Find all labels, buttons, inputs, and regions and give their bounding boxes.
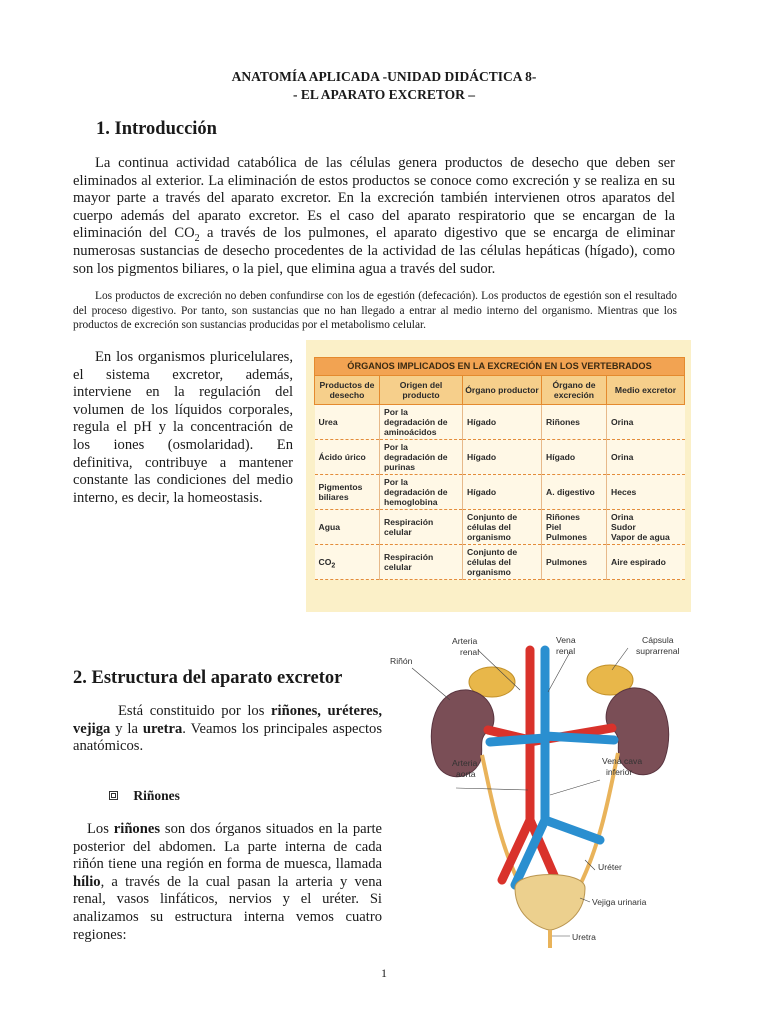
table-cell: Por la degradación de purinas xyxy=(380,440,463,475)
table-cell: Urea xyxy=(315,405,380,440)
table-cell: Respiración celular xyxy=(380,545,463,580)
table-row xyxy=(315,545,685,580)
label-uretra: Uretra xyxy=(572,932,596,942)
table-row xyxy=(315,510,685,545)
table-cell: Conjunto de células del organismo xyxy=(463,510,542,545)
table-header: Medio excretor xyxy=(607,376,685,405)
label-vejiga: Vejiga urinaria xyxy=(592,897,647,907)
table-cell: Hígado xyxy=(463,440,542,475)
label-ureter: Uréter xyxy=(598,862,622,872)
estructura-text-1: Está constituido por los xyxy=(118,703,272,719)
table-cell: Aire espirado xyxy=(607,545,685,580)
intro-paragraph-part2: a través de los pulmones, el aparato digestivo que se encarga de eliminar numerosas sustancias de desecho procedentes de la actividad de las células hepáticas (hígado), como son los pigmentos biliares, o la piel, que elimina agua a través del sudor. xyxy=(73,225,675,277)
excretion-organs-figure xyxy=(306,340,691,612)
estructura-text-3: . Veamos los principales aspectos anatómicos. xyxy=(73,720,382,755)
table-header: Órgano productor xyxy=(463,376,542,405)
label-vena-renal-2: renal xyxy=(556,646,576,656)
table-cell: Hígado xyxy=(463,475,542,510)
table-cell xyxy=(315,545,380,580)
homeostasis-paragraph: En los organismos pluricelulares, el sistema excretor, además, interviene en la regulación del volumen de los líquidos corporales, regula el pH y la concentración de los iones (osmolaridad). En definitiva, contribuye a mantener constante las condiciones del medio interno, es decir, la homeostasis. xyxy=(73,349,293,506)
table-cell: Conjunto de células del organismo xyxy=(463,545,542,580)
hilio-bold: hílio xyxy=(73,873,101,890)
urinary-system-illustration xyxy=(380,630,760,950)
table-cell: Pigmentos biliares xyxy=(315,475,380,510)
rinones-bold: riñones xyxy=(113,821,160,837)
table-cell: Respiración celular xyxy=(380,510,463,545)
egestion-note: Los productos de excreción no deben confundirse con los de egestión (defecación). Los productos de egestión son el resultado del proceso digestivo. Por tanto, son sustancias que no han llegado a entrar al medio interno del organismo. Mientras que los productos de excreción son sustancias producidas por el metabolismo celular. xyxy=(73,290,677,332)
co2-subscript: 2 xyxy=(331,562,336,570)
rinones-text-1: Los xyxy=(87,821,114,837)
document-subtitle: - EL APARATO EXCRETOR – xyxy=(292,87,476,102)
table-row xyxy=(315,475,685,510)
intro-paragraph-part1: La continua actividad catabólica de las células genera productos de desecho que deben ser eliminados al exterior. La eliminación de estos productos se conoce como excreción y se realiza en su mayor parte a través del aparato excretor. En la excreción también intervienen otros aparatos del cuerpo además del aparato excretor. Es el caso del aparato respiratorio que se encargan de la eliminación del CO xyxy=(73,155,675,242)
table-header: Productos de desecho xyxy=(315,376,380,405)
rinones-text-2: son dos órganos situados en la parte posterior del abdomen. La parte interna de cada riñón tiene una región en forma de muesca, llamada xyxy=(73,821,382,873)
excretion-organs-table xyxy=(314,357,685,580)
label-arteria-aorta: Arteria xyxy=(452,758,478,768)
rinones-paragraph xyxy=(73,821,382,944)
label-vena-cava-2: inferior xyxy=(606,767,633,777)
table-header: Órgano de excreción xyxy=(542,376,607,405)
table-cell: Riñones Piel Pulmones xyxy=(542,510,607,545)
label-vena-cava: Vena cava xyxy=(602,756,643,766)
table-cell: Pulmones xyxy=(542,545,607,580)
square-bullet-icon xyxy=(109,791,118,800)
table-cell: Riñones xyxy=(542,405,607,440)
table-cell: Hígado xyxy=(542,440,607,475)
table-row xyxy=(315,405,685,440)
left-ureter xyxy=(482,755,520,885)
table-caption: ÓRGANOS IMPLICADOS EN LA EXCRECIÓN EN LOS VERTEBRADOS xyxy=(315,358,685,376)
table-cell: Hígado xyxy=(463,405,542,440)
bullet-label: Riñones xyxy=(133,788,180,803)
bullet-item-rinones xyxy=(109,788,180,804)
table-row xyxy=(315,440,685,475)
document-title: ANATOMÍA APLICADA -UNIDAD DIDÁCTICA 8- xyxy=(231,69,537,84)
co2-subscript: 2 xyxy=(194,233,200,245)
section-heading-introduccion: 1. Introducción xyxy=(96,119,217,139)
table-cell: Orina Sudor Vapor de agua xyxy=(607,510,685,545)
label-arteria-renal: Arteria xyxy=(452,636,478,646)
label-arteria-renal-2: renal xyxy=(460,647,480,657)
rinones-text-3: , a través de la cual pasan la arteria y vena renal, vasos linfáticos, nervios y el uréter. Si analizamos su estructura interna vemos cuatro regiones: xyxy=(73,873,382,943)
table-cell: Agua xyxy=(315,510,380,545)
label-vena-renal: Vena xyxy=(556,635,576,645)
table-cell: Por la degradación de hemoglobina xyxy=(380,475,463,510)
urinary-bladder xyxy=(515,875,585,931)
label-rinon: Riñón xyxy=(390,656,413,666)
estructura-organs-bold: riñones, uréteres, vejiga xyxy=(73,703,382,737)
table-cell: Orina xyxy=(607,440,685,475)
table-cell: Por la degradación de aminoácidos xyxy=(380,405,463,440)
estructura-text-2: y la xyxy=(110,720,143,737)
table-cell: Orina xyxy=(607,405,685,440)
estructura-paragraph xyxy=(73,703,382,756)
section-heading-estructura: 2. Estructura del aparato excretor xyxy=(73,668,343,688)
label-capsula: Cápsula xyxy=(642,635,674,645)
page-number: 1 xyxy=(381,966,387,980)
label-capsula-2: suprarrenal xyxy=(636,646,680,656)
table-cell: A. digestivo xyxy=(542,475,607,510)
co2-label: CO xyxy=(318,556,332,567)
uretra-bold: uretra xyxy=(142,720,183,737)
table-cell: Ácido úrico xyxy=(315,440,380,475)
label-arteria-aorta-2: aorta xyxy=(456,769,476,779)
table-cell: Heces xyxy=(607,475,685,510)
table-header: Origen del producto xyxy=(380,376,463,405)
intro-paragraph xyxy=(73,155,675,278)
